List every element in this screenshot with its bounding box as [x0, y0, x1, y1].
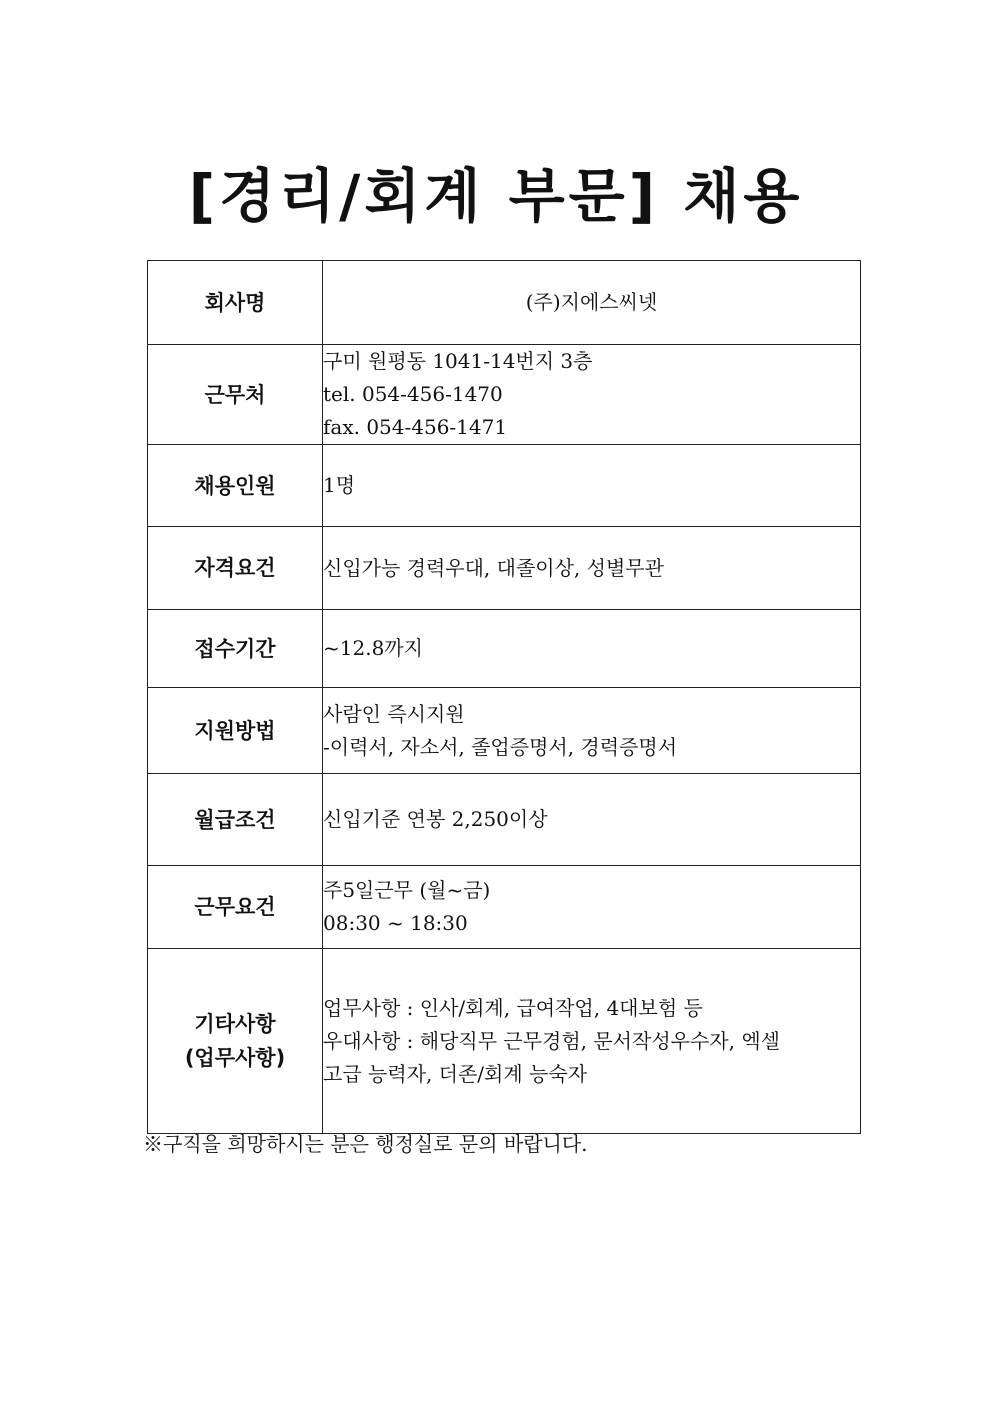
- row-label: 월급조건: [148, 774, 323, 866]
- footnote: ※구직을 희망하시는 분은 행정실로 문의 바랍니다.: [143, 1132, 588, 1156]
- row-label: 기타사항 (업무사항): [148, 949, 323, 1134]
- address-line: 구미 원평동 1041-14번지 3층: [323, 349, 593, 373]
- table-row-salary: [148, 774, 861, 866]
- period-value: ~12.8까지: [323, 610, 861, 688]
- work-hours-value: 주5일근무 (월~금) 08:30 ~ 18:30: [323, 866, 861, 949]
- phone-line: tel. 054-456-1470: [323, 382, 503, 406]
- row-label: 자격요건: [148, 527, 323, 610]
- row-label: 회사명: [148, 261, 323, 345]
- table-row-workplace: [148, 345, 861, 445]
- qualifications-value: 신입가능 경력우대, 대졸이상, 성별무관: [323, 527, 861, 610]
- table-row-headcount: [148, 445, 861, 527]
- table-row-work-hours: [148, 866, 861, 949]
- row-label: 접수기간: [148, 610, 323, 688]
- table-row-etc: [148, 949, 861, 1134]
- salary-value: 신입기준 연봉 2,250이상: [323, 774, 861, 866]
- table-row-period: [148, 610, 861, 688]
- fax-line: fax. 054-456-1471: [323, 415, 508, 439]
- apply-method-value: 사람인 즉시지원 -이력서, 자소서, 졸업증명서, 경력증명서: [323, 688, 861, 774]
- page-title: [경리/회계 부문] 채용: [188, 162, 804, 230]
- job-info-table: [147, 260, 861, 1134]
- row-label: 근무처: [148, 345, 323, 445]
- row-label: 지원방법: [148, 688, 323, 774]
- table-row-company: [148, 261, 861, 345]
- company-name: (주)지에스씨넷: [323, 261, 861, 345]
- workplace-value: [323, 345, 861, 445]
- table-row-apply-method: [148, 688, 861, 774]
- etc-value: 업무사항 : 인사/회계, 급여작업, 4대보험 등 우대사항 : 해당직무 근무경험, 문서작성우수자, 엑셀 고급 능력자, 더존/회계 능숙자: [323, 949, 861, 1134]
- headcount-value: 1명: [323, 445, 861, 527]
- row-label: 근무요건: [148, 866, 323, 949]
- row-label: 채용인원: [148, 445, 323, 527]
- table-row-qualifications: [148, 527, 861, 610]
